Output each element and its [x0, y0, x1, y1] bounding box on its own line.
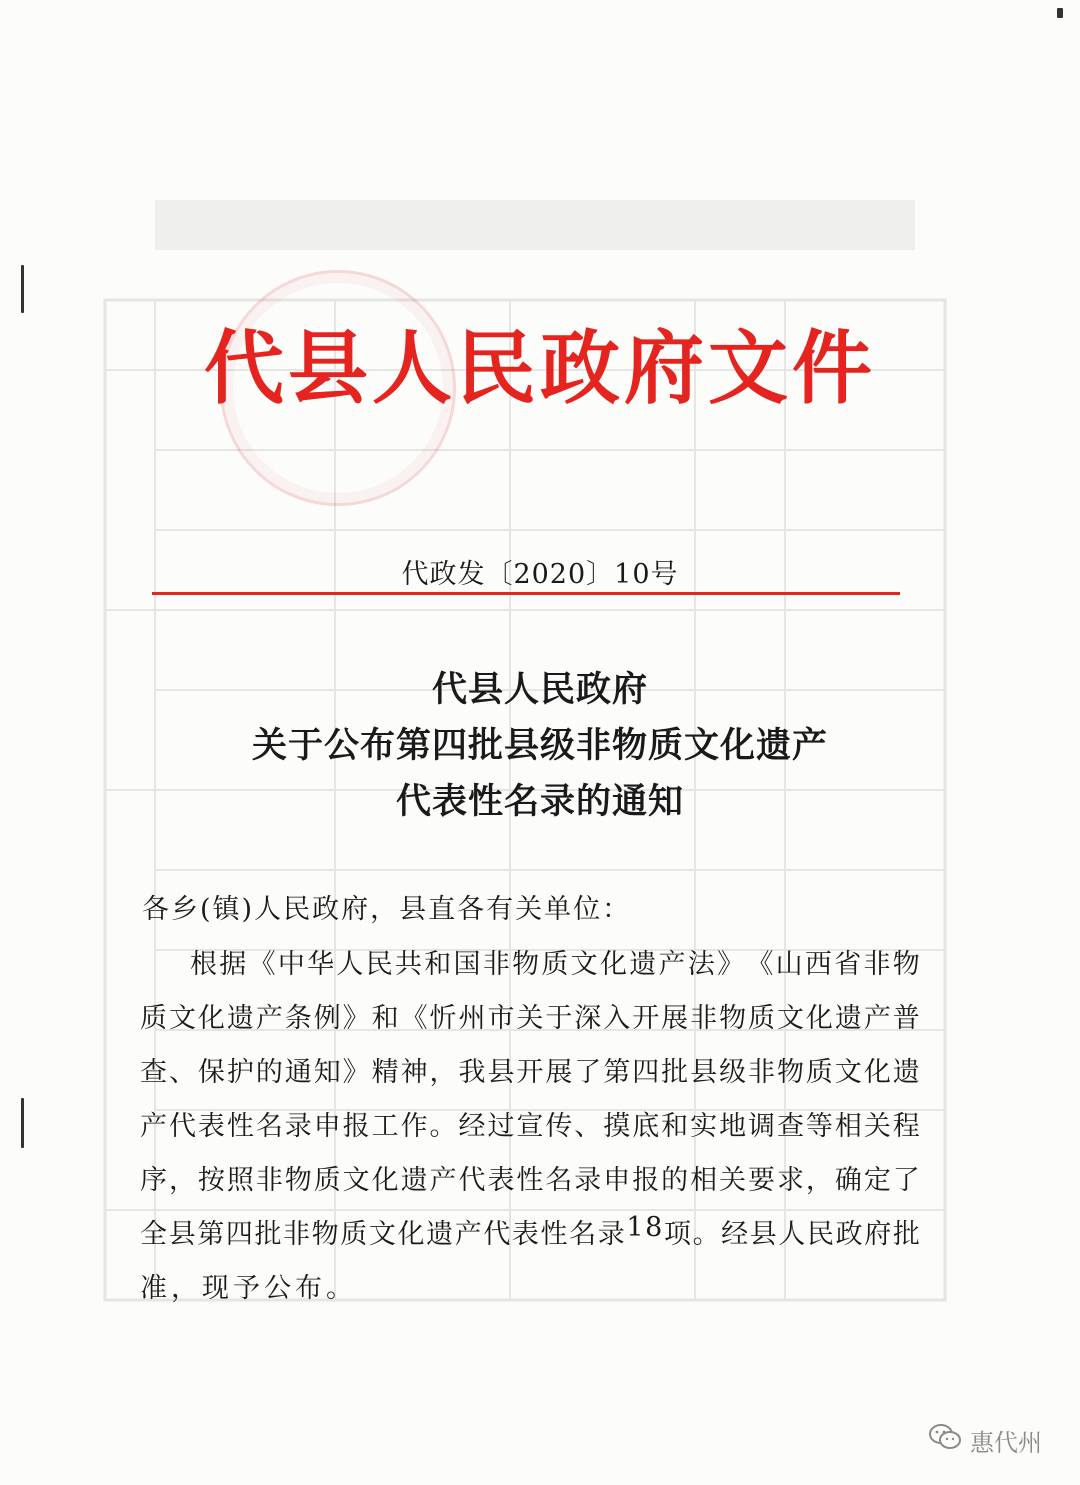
wechat-icon: [928, 1422, 962, 1458]
body-line: 质 文 化 遗 产 条 例 》 和 《 忻 州 市 关 于 深 入 开 展 非 物 质 文 化 遗 产 普: [140, 1003, 920, 1034]
binder-hole-mark: [21, 265, 24, 313]
body-line: 根 据 《 中 华 人 民 共 和 国 非 物 质 文 化 遗 产 法 》 《 山 西 省 非 物: [190, 949, 920, 980]
red-divider-rule: [152, 592, 900, 595]
document-number: 代政发〔2020〕10号: [401, 559, 679, 590]
watermark-label: 惠代州: [970, 1428, 1042, 1457]
body-line: 准，现予公布。: [140, 1273, 357, 1304]
binder-hole-mark: [21, 1098, 24, 1148]
salutation: 各乡(镇)人民政府，县直各有关单位：: [142, 894, 632, 925]
notice-title-line-1: 代县人民政府: [431, 670, 648, 710]
document-header-title: 代县人民政府文件: [204, 321, 876, 415]
body-line: 全 县 第 四 批 非 物 质 文 化 遗 产 代 表 性 名 录 1 8 项 。 经 县 人 民 政 府 批: [140, 1212, 920, 1250]
body-line: 查 、 保 护 的 通 知 》 精 神 ， 我 县 开 展 了 第 四 批 县 级 非 物 质 文 化 遗: [140, 1057, 920, 1088]
source-watermark: [928, 1420, 1042, 1460]
body-line: 产 代 表 性 名 录 申 报 工 作 。 经 过 宣 传 、 摸 底 和 实 地 调 查 等 相 关 程: [140, 1111, 920, 1142]
body-line: 序 ， 按 照 非 物 质 文 化 遗 产 代 表 性 名 录 申 报 的 相 关 要 求 ， 确 定 了: [140, 1165, 920, 1196]
notice-title-line-3: 代表性名录的通知: [395, 782, 684, 822]
notice-title-line-2: 关于公布第四批县级非物质文化遗产: [251, 726, 828, 766]
binder-hole-mark: [1057, 8, 1063, 18]
